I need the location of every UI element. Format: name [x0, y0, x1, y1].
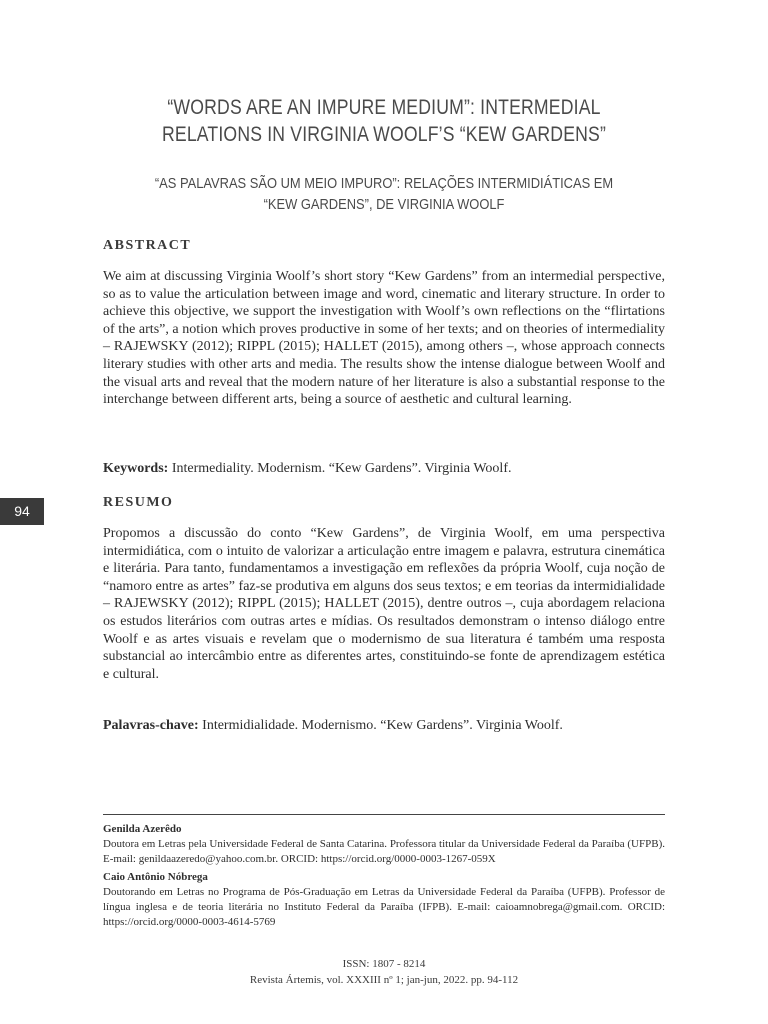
footnote-divider [103, 814, 665, 815]
keywords-label: Keywords: [103, 461, 169, 476]
author-name: Caio Antônio Nóbrega [103, 871, 208, 883]
page-number: 94 [0, 498, 44, 525]
palavras-chave-label: Palavras-chave: [103, 718, 199, 733]
author-note [103, 870, 665, 930]
resumo-heading: RESUMO [103, 495, 174, 510]
author-name: Genilda Azerêdo [103, 823, 182, 835]
journal-citation: Revista Ártemis, vol. XXXIII nº 1; jan-jun, 2022. pp. 94-112 [249, 974, 519, 986]
resumo-keywords [103, 717, 665, 735]
author-note [103, 822, 665, 867]
resumo-text: Propomos a discussão do conto “Kew Gardens”, de Virginia Woolf, em uma perspectiva intermidiática, com o intuito de valorizar a articulação entre imagem e palavra, estrutura cinemática e literária. Para tanto, fundamentamos a investigação em reflexões da própria Woolf, cuja noção de “namoro entre as artes” faz-se produtiva em alguns dos seus textos; e em teorias da intermidialidade – RAJEWSKY (2012); RIPPL (2015); HALLET (2015), dentre outros –, cuja abordagem relaciona os estudos literários com outras artes e mídias. Os resultados demonstram o intenso diálogo entre Woolf e as artes visuais e revelam que o modernismo de sua literatura é também uma resposta substancial ao intercâmbio entre as diferentes artes, constituindo-se fonte de aprendizagem estética e cultural. [103, 526, 665, 682]
abstract-text: We aim at discussing Virginia Woolf’s short story “Kew Gardens” from an intermedial perspective, so as to value the articulation between image and word, cinematic and literary structure. In order to achieve this objective, we support the investigation with Woolf’s own reflections on the “flirtations of the arts”, a notion which proves productive in some of her texts; and on theories of intermediality – RAJEWSKY (2012); RIPPL (2015); HALLET (2015), among others –, whose approach connects literary studies with other arts and media. The results show the intense dialogue between Woolf and the visual arts and reveal that the modern nature of her literature is also a substantial response to the interchange between different arts, being a source of aesthetic and cultural learning. [103, 269, 665, 408]
abstract-keywords [103, 460, 665, 478]
author-bio: Doutora em Letras pela Universidade Federal de Santa Catarina. Professora titular da Universidade Federal da Paraíba (UFPB). E-mail: genildaazeredo@yahoo.com.br. ORCID: https://orcid.org/0000-0003-1267-059X [103, 838, 665, 865]
keywords-list: Intermediality. Modernism. “Kew Gardens”. Virginia Woolf. [171, 461, 512, 476]
abstract-heading: ABSTRACT [103, 238, 192, 253]
palavras-chave-list: Intermidialidade. Modernismo. “Kew Gardens”. Virginia Woolf. [202, 718, 563, 733]
article-subtitle: “AS PALAVRAS SÃO UM MEIO IMPURO”: RELAÇÕES INTERMIDIÁTICAS EM “KEW GARDENS”, DE VIRGINIA WOOLF [154, 175, 614, 213]
issn: ISSN: 1807 - 8214 [342, 958, 426, 970]
author-bio: Doutorando em Letras no Programa de Pós-Graduação em Letras da Universidade Federal da Paraíba (UFPB). Professor de língua inglesa e de teoria literária no Instituto Federal da Paraíba (IFPB). E-mail: caioamnobrega@gmail.com. ORCID: https://orcid.org/0000-0003-4614-5769 [103, 886, 665, 928]
article-title: “WORDS ARE AN IMPURE MEDIUM”: INTERMEDIAL RELATIONS IN VIRGINIA WOOLF’S “KEW GARDENS” [161, 96, 607, 146]
